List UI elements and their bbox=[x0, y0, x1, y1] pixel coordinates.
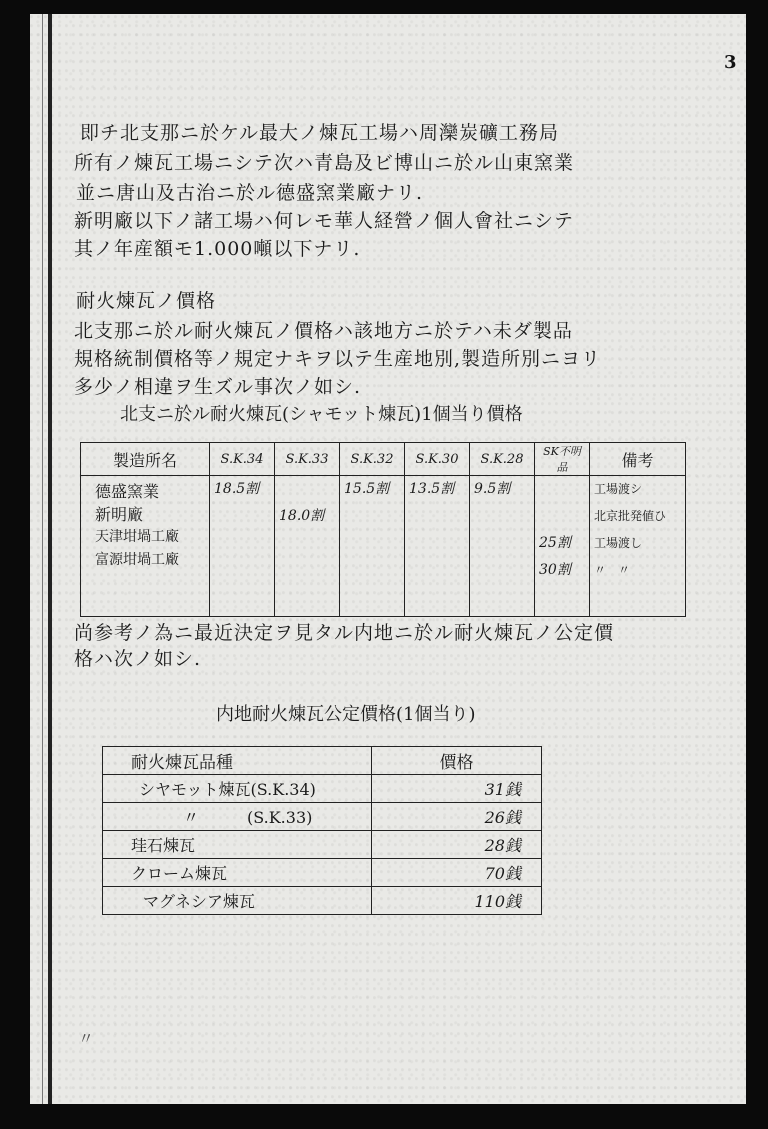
remark: 北京批発値ひ bbox=[594, 509, 667, 523]
price-cell bbox=[275, 476, 340, 617]
manufacturer-name: 新明廠 bbox=[95, 505, 144, 524]
brick-kind: 珪石煉瓦 bbox=[103, 831, 372, 859]
table-header-row bbox=[103, 747, 542, 775]
brick-price: 26銭 bbox=[372, 803, 542, 831]
price-value: 15.5割 bbox=[344, 481, 390, 497]
table-row bbox=[103, 775, 542, 803]
remark: 工場渡し bbox=[594, 536, 643, 550]
table-row bbox=[103, 803, 542, 831]
price-cell bbox=[535, 476, 590, 617]
table1-title: 北支ニ於ル耐火煉瓦(シャモット煉瓦)1個当り價格 bbox=[120, 404, 523, 425]
price-table-north-china bbox=[80, 442, 686, 617]
column-header: S.K.32 bbox=[340, 443, 405, 476]
column-header: S.K.33 bbox=[275, 443, 340, 476]
section-line: 多少ノ相違ヲ生ズル事次ノ如シ. bbox=[74, 376, 362, 398]
margin-mark: 〃 bbox=[78, 1029, 96, 1048]
section-line: 北支那ニ於ル耐火煉瓦ノ價格ハ該地方ニ於テハ未ダ製品 bbox=[74, 320, 573, 342]
price-cell bbox=[210, 476, 275, 617]
manufacturer-name: 天津坩堝工廠 bbox=[95, 529, 179, 545]
remark: 工場渡シ bbox=[594, 482, 643, 496]
column-header: 備考 bbox=[590, 443, 686, 476]
section-line: 規格統制價格等ノ規定ナキヲ以テ生産地別,製造所別ニヨリ bbox=[74, 348, 602, 370]
remark: 〃 〃 bbox=[594, 563, 631, 577]
column-header: S.K.28 bbox=[470, 443, 535, 476]
page-number: 3 bbox=[724, 52, 737, 73]
brick-kind: クローム煉瓦 bbox=[103, 859, 372, 887]
price-cell bbox=[405, 476, 470, 617]
brick-kind: シヤモット煉瓦(S.K.34) bbox=[103, 775, 372, 803]
price-value: 30割 bbox=[539, 562, 571, 578]
table2-title: 内地耐火煉瓦公定價格(1個当り) bbox=[216, 704, 476, 725]
intro-line: 新明廠以下ノ諸工場ハ何レモ華人経營ノ個人會社ニシテ bbox=[74, 210, 575, 232]
price-value: 18.0割 bbox=[279, 508, 325, 524]
section-title: 耐火煉瓦ノ價格 bbox=[76, 290, 217, 312]
price-value: 9.5割 bbox=[474, 481, 511, 497]
column-header: S.K.34 bbox=[210, 443, 275, 476]
brick-price: 31銭 bbox=[372, 775, 542, 803]
brick-kind: マグネシア煉瓦 bbox=[103, 887, 372, 915]
reference-line: 尚参考ノ為ニ最近決定ヲ見タル内地ニ於ル耐火煉瓦ノ公定價 bbox=[74, 622, 615, 644]
intro-line: 其ノ年産額モ1.000噸以下ナリ. bbox=[74, 238, 361, 260]
intro-line: 即チ北支那ニ於ケル最大ノ煉瓦工場ハ周灤炭礦工務局 bbox=[80, 122, 560, 144]
table-header-row bbox=[81, 443, 686, 476]
brick-price: 28銭 bbox=[372, 831, 542, 859]
table-row bbox=[103, 859, 542, 887]
table-row bbox=[81, 476, 686, 617]
column-header: 製造所名 bbox=[81, 443, 210, 476]
manufacturer-name: 德盛窯業 bbox=[95, 482, 160, 501]
column-header: SK不明品 bbox=[535, 443, 590, 476]
column-header: 價格 bbox=[372, 747, 542, 775]
manufacturer-cell bbox=[81, 476, 210, 617]
reference-line: 格ハ次ノ如シ. bbox=[74, 648, 202, 670]
brick-price: 70銭 bbox=[372, 859, 542, 887]
margin-rule-thin bbox=[42, 14, 43, 1104]
brick-price: 110銭 bbox=[372, 887, 542, 915]
intro-line: 並ニ唐山及古治ニ於ル德盛窯業廠ナリ. bbox=[76, 182, 424, 204]
price-value: 18.5割 bbox=[214, 481, 260, 497]
price-cell bbox=[470, 476, 535, 617]
table-row bbox=[103, 831, 542, 859]
column-header: S.K.30 bbox=[405, 443, 470, 476]
column-header: 耐火煉瓦品種 bbox=[103, 747, 372, 775]
price-table-japan bbox=[102, 746, 542, 915]
manufacturer-name: 富源坩堝工廠 bbox=[95, 552, 179, 568]
margin-rule bbox=[48, 14, 52, 1104]
price-cell bbox=[340, 476, 405, 617]
brick-kind: 〃 (S.K.33) bbox=[103, 803, 372, 831]
table-row bbox=[103, 887, 542, 915]
intro-line: 所有ノ煉瓦工場ニシテ次ハ青島及ビ博山ニ於ル山東窯業 bbox=[74, 152, 575, 174]
remarks-cell bbox=[590, 476, 686, 617]
price-value: 25割 bbox=[539, 535, 571, 551]
price-value: 13.5割 bbox=[409, 481, 455, 497]
